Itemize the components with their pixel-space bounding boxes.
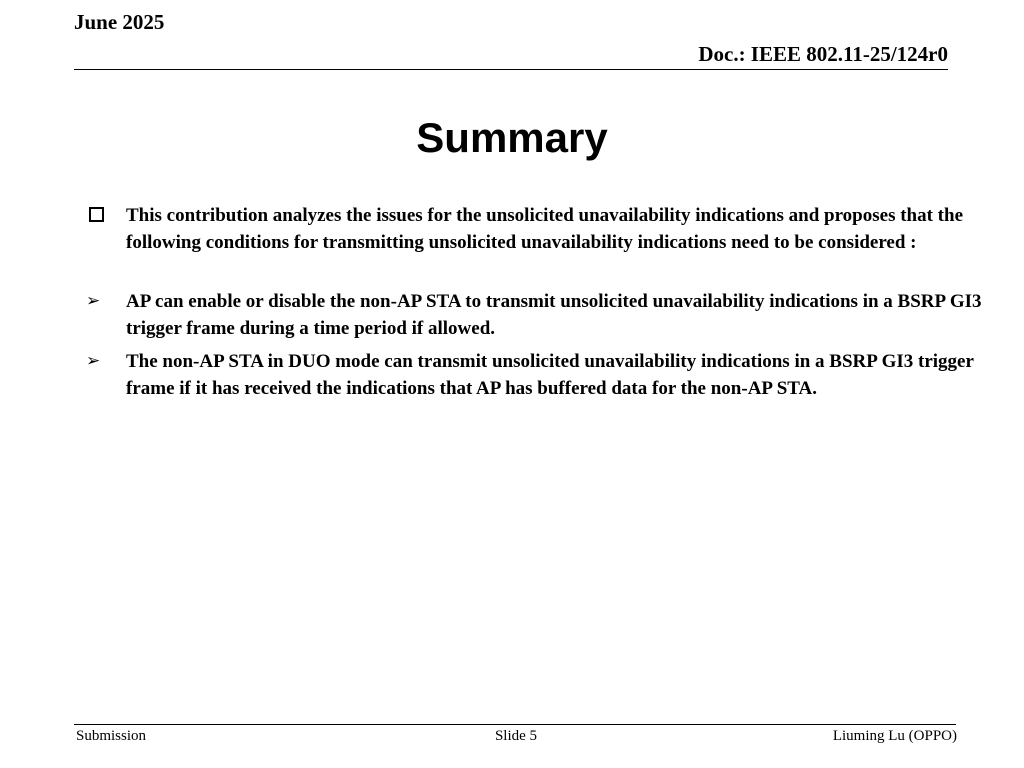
footer-submission: Submission xyxy=(76,728,147,744)
bullet-text: This contribution analyzes the issues for the unsolicited unavailability indications and proposes that the following conditions for transmitting unsolicited unavailability indications need to be considered : xyxy=(126,205,964,253)
header-date: June 2025 xyxy=(74,10,165,34)
slide-body xyxy=(86,202,982,402)
bullet-text: The non-AP STA in DUO mode can transmit unsolicited unavailability indications in a BSRP GI3 trigger frame if it has received the indications that AP has buffered data for the non-AP STA. xyxy=(126,351,974,399)
header-divider xyxy=(74,69,948,70)
arrow-bullet-icon: ➢ xyxy=(86,291,101,311)
arrow-bullet-icon: ➢ xyxy=(86,351,101,371)
slide-number: Slide 5 xyxy=(494,728,538,744)
footer-author: Liuming Lu (OPPO) xyxy=(832,728,957,744)
square-bullet-icon xyxy=(86,202,110,229)
bullet-text: AP can enable or disable the non-AP STA to transmit unsolicited unavailability indications in a BSRP GI3 trigger frame during a time period if allowed. xyxy=(126,291,982,339)
bullet-item-main xyxy=(86,202,982,256)
bullet-item-sub xyxy=(86,348,982,402)
slide-title: Summary xyxy=(416,114,608,161)
document-id: Doc.: IEEE 802.11-25/124r0 xyxy=(698,42,948,66)
footer-divider xyxy=(74,724,956,725)
bullet-item-sub xyxy=(86,288,982,342)
